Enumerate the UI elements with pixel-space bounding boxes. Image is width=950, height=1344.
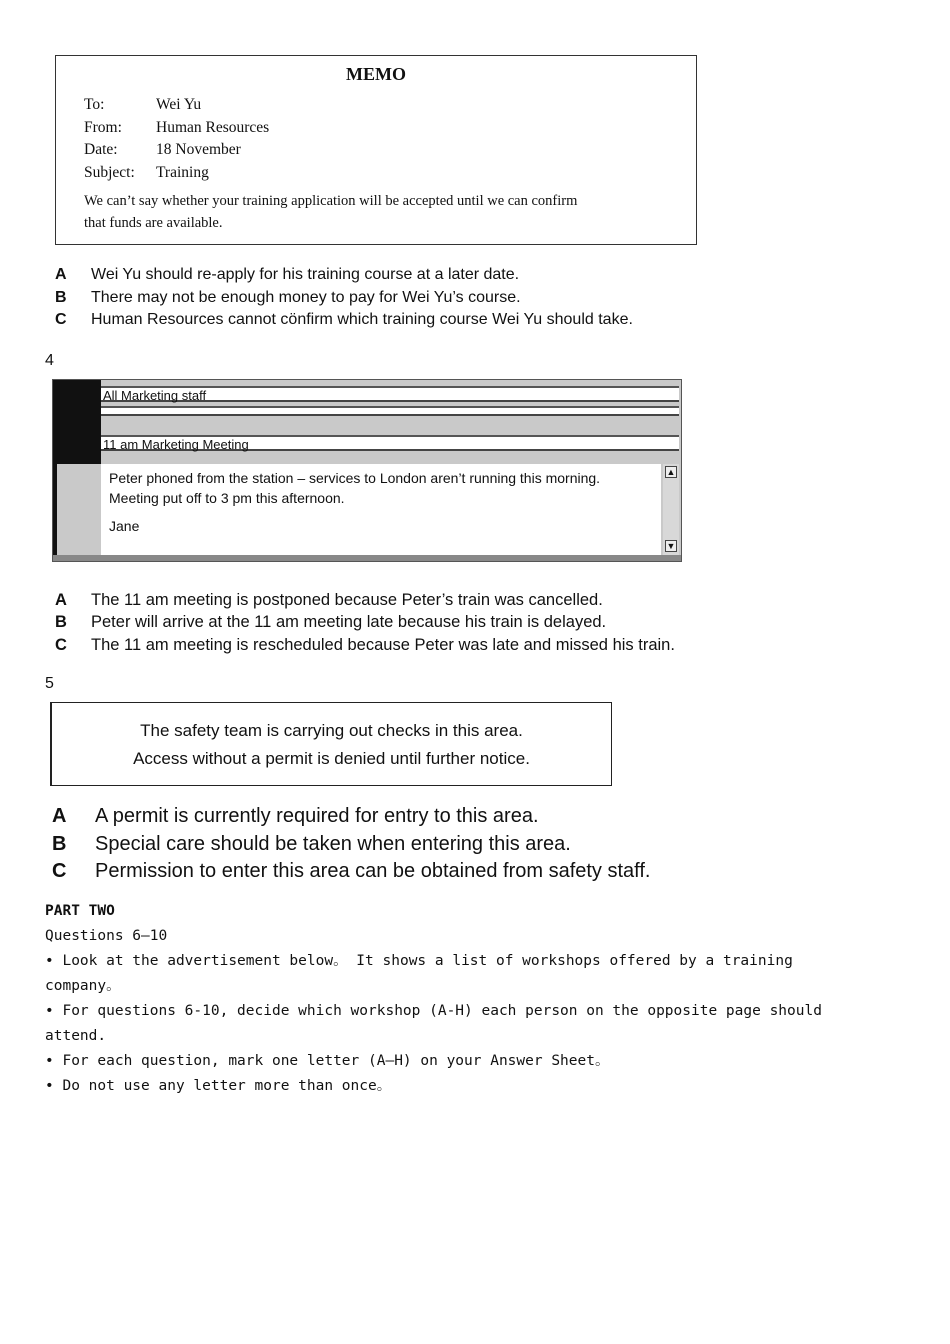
email-body-line: Peter phoned from the station – services to London aren’t running this morning. xyxy=(109,470,601,486)
question-number-4: 4 xyxy=(45,352,54,369)
q4-options xyxy=(55,589,675,657)
memo-subject-label: Subject: xyxy=(84,163,135,181)
option-text: Permission to enter this area can be obtained from safety staff. xyxy=(95,860,651,883)
email-scrollbar[interactable] xyxy=(663,464,679,558)
option-text: Human Resources cannot cönfirm which training course Wei Yu should take. xyxy=(91,311,633,329)
q4-option-c xyxy=(55,634,675,657)
scroll-up-icon[interactable]: ▲ xyxy=(666,467,676,477)
memo-to-value: Wei Yu xyxy=(156,96,202,113)
memo-body-line: We can’t say whether your training application will be accepted until we can confirm xyxy=(84,193,578,209)
part-two-heading: PART TWO xyxy=(45,903,115,919)
memo-body-line: that funds are available. xyxy=(84,215,223,231)
q5-option-a xyxy=(52,803,650,831)
option-text: Wei Yu should re-apply for his training course at a later date. xyxy=(91,266,520,284)
instruction-line: company。 xyxy=(45,978,121,994)
email-to-field: All Marketing staff xyxy=(101,386,679,402)
memo-from-label: From: xyxy=(84,118,122,136)
q3-options xyxy=(55,264,633,332)
memo-body xyxy=(84,190,674,234)
option-text: There may not be enough money to pay for Wei Yu’s course. xyxy=(91,288,521,306)
notice-line: The safety team is carrying out checks in this area. xyxy=(140,721,523,740)
memo-to-row xyxy=(84,96,269,119)
option-letter: A xyxy=(55,590,67,609)
q3-option-c xyxy=(55,309,633,332)
memo-from-value: Human Resources xyxy=(156,118,270,136)
part-two-instructions xyxy=(45,899,915,1099)
memo-from-row xyxy=(84,119,269,142)
q5-option-b xyxy=(52,831,650,859)
email-window xyxy=(52,379,682,562)
option-text: Peter will arrive at the 11 am meeting late because his train is delayed. xyxy=(91,613,607,632)
memo-date-label: Date: xyxy=(84,141,118,158)
option-letter: A xyxy=(55,266,67,284)
instruction-line: • Look at the advertisement below。 It shows a list of workshops offered by a training xyxy=(45,953,793,969)
email-subject-field: 11 am Marketing Meeting xyxy=(101,435,679,451)
memo-fields xyxy=(84,96,269,186)
option-text: Special care should be taken when entering this area. xyxy=(95,832,571,855)
option-letter: B xyxy=(55,288,67,306)
instruction-line: attend. xyxy=(45,1028,107,1044)
email-cc-field xyxy=(101,406,679,416)
memo-box xyxy=(55,55,697,245)
instruction-line: • For questions 6-10, decide which workshop (A-H) each person on the opposite page should xyxy=(45,1003,822,1019)
q5-options xyxy=(52,803,650,886)
safety-notice xyxy=(50,702,612,786)
option-letter: C xyxy=(52,860,67,883)
option-text: A permit is currently required for entry to this area. xyxy=(95,805,539,828)
email-body xyxy=(101,464,661,556)
option-letter: A xyxy=(52,805,67,828)
q4-option-a xyxy=(55,589,675,612)
option-letter: C xyxy=(55,311,67,329)
instruction-line: • Do not use any letter more than once。 xyxy=(45,1078,392,1094)
email-signature: Jane xyxy=(109,518,140,534)
memo-subject-row xyxy=(84,164,269,187)
q3-option-a xyxy=(55,264,633,287)
option-letter: B xyxy=(55,613,67,632)
email-body-line: Meeting put off to 3 pm this afternoon. xyxy=(109,490,345,506)
notice-line: Access without a permit is denied until further notice. xyxy=(133,749,530,768)
option-letter: C xyxy=(55,635,67,654)
questions-range: Questions 6—10 xyxy=(45,928,168,944)
memo-date-value: 18 November xyxy=(156,141,241,158)
instruction-line: • For each question, mark one letter (A—H) on your Answer Sheet。 xyxy=(45,1053,610,1069)
email-bottom-bar xyxy=(53,555,681,561)
memo-date-row xyxy=(84,141,269,164)
memo-to-label: To: xyxy=(84,96,105,113)
option-text: The 11 am meeting is rescheduled because Peter was late and missed his train. xyxy=(91,635,675,654)
option-letter: B xyxy=(52,832,67,855)
q4-option-b xyxy=(55,612,675,635)
memo-title: MEMO xyxy=(346,64,406,84)
question-number-5: 5 xyxy=(45,675,54,692)
email-body-border xyxy=(53,464,57,558)
q5-option-c xyxy=(52,858,650,886)
email-header-panel xyxy=(53,380,101,464)
option-text: The 11 am meeting is postponed because Peter’s train was cancelled. xyxy=(91,590,603,609)
q3-option-b xyxy=(55,287,633,310)
memo-subject-value: Training xyxy=(156,163,209,181)
scroll-down-icon[interactable]: ▼ xyxy=(666,541,676,551)
